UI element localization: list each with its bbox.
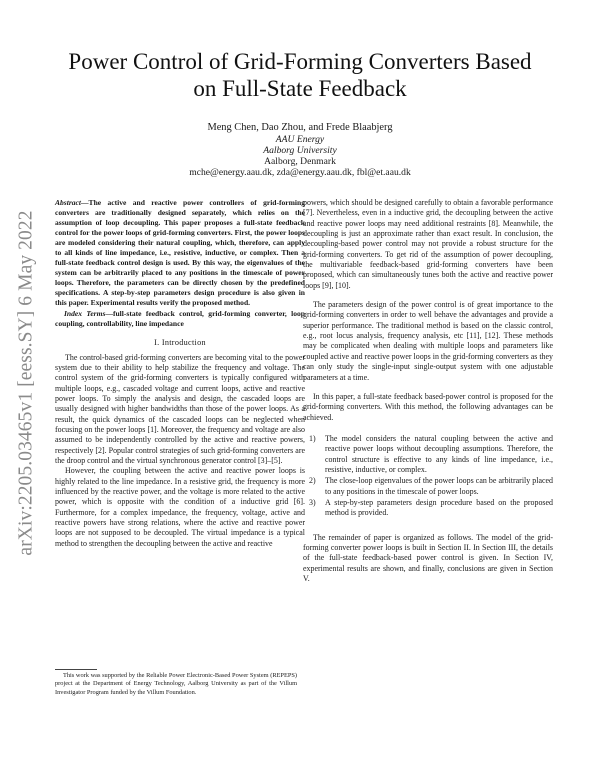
intro-paragraph-2-continued: powers, which should be designed carefully to obtain a favorable performance [7]. Nevertheless, even in a inductive grid, the decoupling between the active and reactive power loops may need additional restraints [8]. Meanwhile, the decoupling is just an approximate rather than exact result. In conclusion, the decoupling-based power control may not provide a robust structure for the grid-forming converters. To get rid of the assumption of power decoupling, the multivariable feedback-based grid-forming converters have been proposed, which can simultaneously tunes both the active and reactive power loops [9], [10].	[303, 198, 553, 290]
list-item-number: 3)	[309, 497, 316, 507]
intro-paragraph-1: The control-based grid-forming converters are becoming vital to the power system due to their ability to help stabilize the frequency and voltage. The control system of the grid-forming converters is typically configured with multiple loops, e.g., cascaded voltage and current loops, active and reactive power loops. To simply the analysis and design, the cascaded loops are usually designed with higher bandwidths than those of the power loops. As a result, the quick dynamics of the cascaded loops can be neglected when focusing on the power loops [1]. Moreover, the frequency and voltage are also assumed to be independently controlled by the active and reactive powers, respectively [2]. Popular control strategies of such grid-forming converters are the droop control and the virtual synchronous generator control [3]–[5].	[55, 352, 305, 466]
title-line-2: on Full-State Feedback	[193, 76, 407, 101]
list-item	[303, 434, 553, 475]
list-item	[303, 498, 553, 519]
intro-paragraph-4: In this paper, a full-state feedback based-power control is proposed for the grid-forming converters. With this method, the following advantages can be achieved.	[303, 391, 553, 422]
index-terms-text: full-state feedback control, grid-forming converter, loop coupling, controllability, line impedance	[55, 308, 305, 328]
author-names: Meng Chen, Dao Zhou, and Frede Blaabjerg	[207, 122, 393, 133]
footnote-divider	[55, 669, 97, 670]
arxiv-stamp	[9, 200, 45, 565]
affiliation-location: Aalborg, Denmark	[264, 156, 336, 167]
index-terms-label: Index Terms	[64, 308, 106, 318]
list-item-text: A step-by-step parameters design procedure based on the proposed method is provided.	[325, 497, 553, 518]
index-terms: Index Terms—full-state feedback control, grid-forming converter, loop coupling, controllability, line impedance	[55, 308, 305, 328]
funding-footnote: This work was supported by the Reliable Power Electronic-Based Power System (REPEPS) project at the Department of Energy Technology, Aalborg University as part of the Villum Investigator Program funded by the Villum Foundation.	[55, 672, 297, 696]
affiliation-university: Aalborg University	[263, 145, 337, 156]
list-item	[303, 476, 553, 497]
intro-paragraph-5: The remainder of paper is organized as follows. The model of the grid-forming converter power loops is built in Section II. In Section III, the details of the full-state feedback-based power control is given. In Section IV, experimental results are shown, and finally, conclusions are given in Section V.	[303, 532, 553, 583]
left-column	[55, 198, 305, 549]
section-heading-introduction	[55, 338, 305, 347]
intro-paragraph-3: The parameters design of the power control is of great importance to the grid-forming converters in order to well behave the advantages and provide a superior performance. The traditional method is based on the classic control, e.g., root locus analysis, frequency analysis, etc [11], [12]. These methods may be complicated when dealing with multiple loops and parameters like coupled active and reactive power loops in the grid-forming converters as they can only study the single-input single-output system with one adjustable parameters at a time.	[303, 300, 553, 382]
section-heading-text: I. Introduction	[154, 337, 206, 347]
abstract: Abstract—The active and reactive power controllers of grid-forming converters are traditionally designed separately, which relies on the assumption of loop decoupling. This paper proposes a full-state feedback control for the power loops of grid-forming converters. First, the power loops are modeled considering their natural coupling, which, therefore, can apply to all kinds of line impedance, i.e., resistive, inductive, or complex. Then a full-state feedback control design is used. By this way, the eigenvalues of the system can be arbitrarily placed to any positions in the timescale of power loops. Therefore, the parameters can be directly chosen by the predefined specifications. A step-by-step parameters design procedure is also given in this paper. Experimental results verify the proposed method.	[55, 198, 305, 308]
paper-title	[40, 48, 560, 102]
title-line-1: Power Control of Grid-Forming Converters Based	[68, 49, 532, 74]
arxiv-identifier: arXiv:2205.03465v1 [eess.SY] 6 May 2022	[16, 209, 37, 556]
advantages-list	[303, 434, 553, 519]
author-emails: mche@energy.aau.dk, zda@energy.aau.dk, fbl@et.aau.dk	[189, 167, 411, 178]
abstract-text: The active and reactive power controllers of grid-forming converters are traditionally designed separately, which relies on the assumption of loop decoupling. This paper proposes a full-state feedback control for the power loops of grid-forming converters. First, the power loops are modeled considering their natural coupling, which, therefore, can apply to all kinds of line impedance, i.e., resistive, inductive, or complex. Then a full-state feedback control design is used. By this way, the eigenvalues of the system can be arbitrarily placed to any positions in the timescale of power loops. Therefore, the parameters can be directly chosen by the predefined specifications. A step-by-step parameters design procedure is also given in this paper. Experimental results verify the proposed method.	[55, 198, 305, 308]
intro-paragraph-2: However, the coupling between the active and reactive power loops is highly related to the line impedance. In a resistive grid, the frequency is more influenced by the reactive power, and the voltage is more related to the active power, which is opposite with the condition of a inductive grid [6]. Furthermore, for a complex impedance, the frequency, voltage, active and reactive powers have strong relations, where the active and reactive power loops are not supposed to be decoupled. The virtual impedance is a typical method to strengthen the decoupling between the active and reactive	[55, 466, 305, 548]
author-block	[100, 122, 500, 178]
list-item-number: 2)	[309, 476, 316, 486]
abstract-label: Abstract	[55, 198, 81, 207]
list-item-text: The close-loop eigenvalues of the power loops can be arbitrarily placed to any positions in the timescale of power loops.	[325, 476, 553, 496]
list-item-text: The model considers the natural coupling between the active and reactive power loops without decoupling assumptions. Therefore, the control structure is effective to any kinds of line impedance, i.e., resistive, inductive, or complex.	[325, 433, 553, 474]
right-column	[303, 198, 553, 584]
list-item-number: 1)	[309, 433, 316, 443]
affiliation-department: AAU Energy	[275, 134, 325, 145]
